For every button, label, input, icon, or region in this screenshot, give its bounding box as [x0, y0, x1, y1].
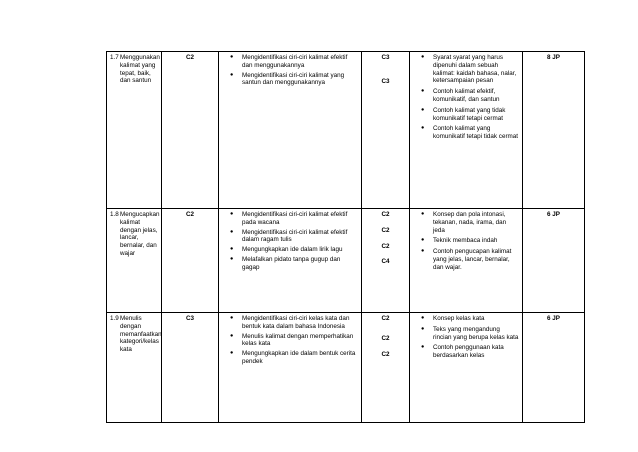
- material-item: ● Contoh kalimat efektif, komunikatif, dan santun: [433, 88, 519, 104]
- competency-text: Menulis dengan memanfaatkan kategori/kelas kata: [120, 315, 162, 354]
- indicator-item: ● Melafalkan pidato tanpa gugup dan gagap: [242, 256, 358, 272]
- material-item: ● Contoh pengucapan kalimat yang jelas, lancar, bernalar, dan wajar.: [433, 248, 519, 271]
- competency-number: 1.7: [110, 54, 119, 61]
- indicator-level: C4: [381, 258, 390, 266]
- indicator-item: ● Mengidentifikasi ciri-ciri kalimat efektif dalam ragam tulis: [242, 229, 358, 245]
- indicator-level-cell: [362, 209, 410, 313]
- indicator-level: C2: [381, 350, 390, 358]
- indicator-level: C2: [381, 242, 390, 250]
- indicator-item: ● Menulis kalimat dengan memperhatikan kelas kata: [242, 333, 358, 349]
- material-cell: [410, 52, 523, 209]
- indicator-item: ● Mengidentifikasi ciri-ciri kelas kata dan bentuk kata dalam bahasa Indonesia: [242, 315, 358, 331]
- indicator-cell: [219, 52, 362, 209]
- material-item: ● Teknik membaca indah: [433, 237, 519, 245]
- cognitive-level: C2: [162, 52, 219, 209]
- material-item: ● Contoh penggunaan kata berdasarkan kelas: [433, 344, 519, 360]
- indicator-level-cell: [362, 52, 410, 209]
- indicator-item: ● Mengidentifikasi ciri-ciri kalimat efektif pada wacana: [242, 211, 358, 227]
- material-item: ● Syarat syarat yang harus dipenuhi dalam sebuah kalimat: kaidah bahasa, nalar, ketersampaian pesan: [433, 54, 519, 85]
- indicator-level: C3: [381, 54, 390, 61]
- table-row: [107, 209, 585, 313]
- syllabus-table: [106, 51, 585, 423]
- indicator-level: C3: [381, 77, 390, 85]
- competency-text: Mengucapkan kalimat dengan jelas, lancar, bernalar, dan wajar: [120, 211, 160, 257]
- indicator-item: ● Mengidentifikasi ciri-ciri kalimat efektif dan menggunakannya: [242, 54, 358, 70]
- table-row: [107, 313, 585, 423]
- indicator-level-cell: [362, 313, 410, 423]
- time-allocation: 6 JP: [523, 313, 585, 423]
- indicator-level: C2: [381, 334, 390, 342]
- material-item: ● Konsep dan pola intonasi, tekanan, nada, irama, dan jeda: [433, 211, 519, 234]
- indicator-item: ● Mengungkapkan ide dalam lirik lagu: [242, 246, 358, 254]
- indicator-cell: [219, 209, 362, 313]
- table-row: [107, 52, 585, 209]
- indicator-cell: [219, 313, 362, 423]
- competency-number: 1.8: [110, 211, 119, 218]
- competency-text: Menggunakan kalimat yang tepat, baik, dan santun: [120, 54, 160, 85]
- competency-cell: [107, 313, 162, 423]
- indicator-level: C2: [381, 211, 390, 218]
- material-item: ● Konsep kelas kata: [433, 315, 519, 323]
- competency-cell: [107, 209, 162, 313]
- competency-number: 1.9: [110, 315, 119, 322]
- competency-cell: [107, 52, 162, 209]
- indicator-item: ● Mengidentifikasi ciri-ciri kalimat yang santun dan menggunakannya: [242, 72, 358, 88]
- material-item: ● Teks yang mengandung rincian yang berupa kelas kata: [433, 326, 519, 342]
- indicator-level: C2: [381, 315, 390, 322]
- cognitive-level: C3: [162, 313, 219, 423]
- cognitive-level: C2: [162, 209, 219, 313]
- indicator-item: ● Mengungkapkan ide dalam bentuk cerita pendek: [242, 350, 358, 366]
- time-allocation: 8 JP: [523, 52, 585, 209]
- material-cell: [410, 209, 523, 313]
- material-item: ● Contoh kalimat yang komunikatif tetapi tidak cermat: [433, 125, 519, 141]
- material-item: ● Contoh kalimat yang tidak komunikatif tetapi cermat: [433, 107, 519, 123]
- time-allocation: 6 JP: [523, 209, 585, 313]
- indicator-level: C2: [381, 226, 390, 234]
- material-cell: [410, 313, 523, 423]
